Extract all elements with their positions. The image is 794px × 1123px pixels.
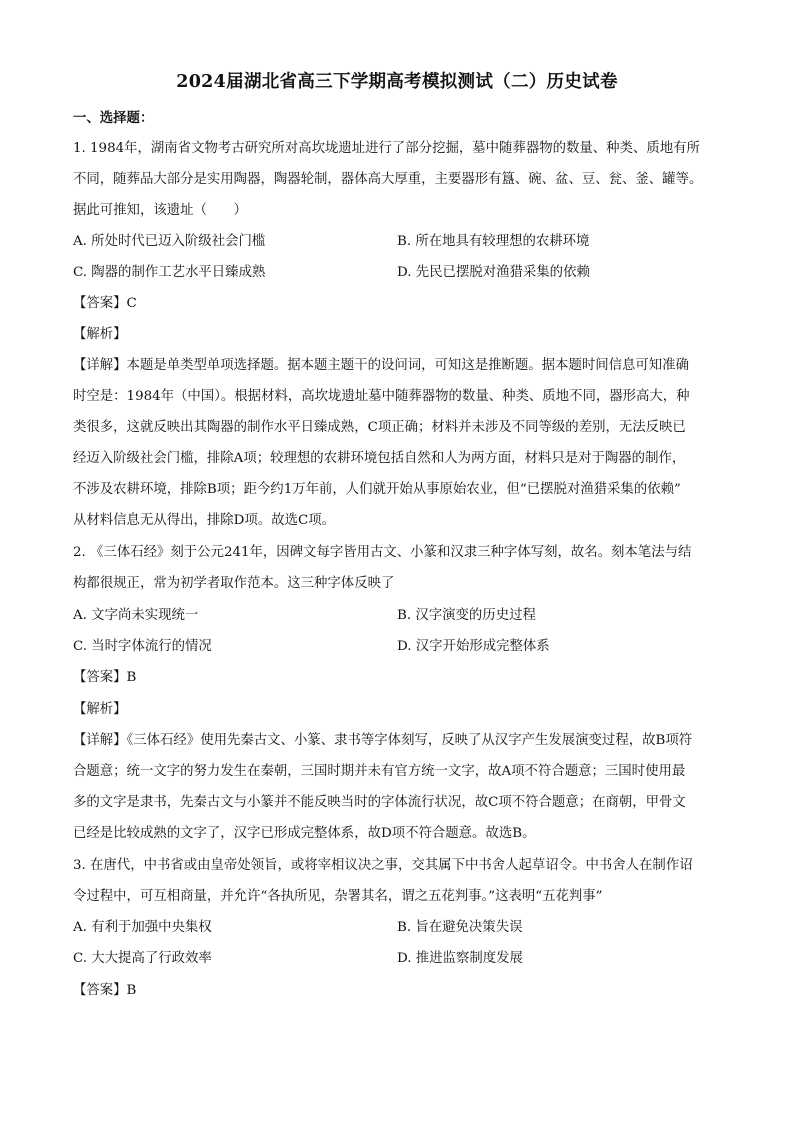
q1-option-c: C. 陶器的制作工艺水平日臻成熟	[73, 265, 266, 280]
page-title: 2024届湖北省高三下学期高考模拟测试（二）历史试卷	[176, 72, 618, 92]
q2-detail-line-3: 多的文字是隶书，先秦古文与小篆并不能反映当时的字体流行状况，故C项不符合题意；在商朝，甲骨文	[73, 795, 686, 810]
q1-option-d: D. 先民已摆脱对渔猎采集的依赖	[397, 265, 590, 280]
q2-text-line-2: 构都很规正，常为初学者取作范本。这三种字体反映了	[73, 576, 395, 591]
q1-detail-line-3: 类很多，这就反映出其陶器的制作水平日臻成熟，C项正确；材料并未涉及不同等级的差别，无法反映已	[73, 420, 686, 435]
q1-detail-line-1: 【详解】本题是单类型单项选择题。据本题主题干的设问词，可知这是推断题。据本题时间信息可知准确	[73, 358, 689, 373]
q2-option-c: C. 当时字体流行的情况	[73, 639, 212, 654]
q1-text-line-1: 1. 1984年，湖南省文物考古研究所对高坎垅遗址进行了部分挖掘，墓中随葬器物的数量、种类、质地有所	[73, 141, 700, 156]
q2-text-line-1: 2. 《三体石经》刻于公元241年，因碑文每字皆用古文、小篆和汉隶三种字体写刻，故名。刻本笔法与结	[73, 545, 692, 560]
q1-option-a: A. 所处时代已迈入阶级社会门槛	[73, 234, 266, 249]
q1-analysis-label: 【解析】	[73, 327, 127, 342]
q1-detail-line-6: 从材料信息无从得出，排除D项。故选C项。	[73, 513, 336, 528]
q3-option-c: C. 大大提高了行政效率	[73, 951, 212, 966]
q3-answer: 【答案】B	[73, 983, 137, 998]
section-heading: 一、选择题：	[73, 110, 154, 126]
q3-option-b: B. 旨在避免决策失误	[397, 920, 523, 935]
q3-text-line-2: 令过程中，可互相商量，并允许“各执所见，杂署其名，谓之五花判事。”这表明“五花判事”	[73, 889, 603, 904]
q1-detail-line-4: 经迈入阶级社会门槛，排除A项；较理想的农耕环境包括自然和人为两方面，材料只是对于陶器的制作，	[73, 451, 686, 466]
q3-option-d: D. 推进监察制度发展	[397, 951, 523, 966]
q2-detail-line-1: 【详解】《三体石经》使用先秦古文、小篆、隶书等字体刻写，反映了从汉字产生发展演变过程，故B项符	[73, 733, 693, 748]
q2-option-b: B. 汉字演变的历史过程	[397, 608, 536, 623]
q2-option-d: D. 汉字开始形成完整体系	[397, 639, 550, 654]
q2-detail-line-2: 合题意；统一文字的努力发生在秦朝，三国时期并未有官方统一文字，故A项不符合题意；三国时使用最	[73, 764, 686, 779]
q2-answer: 【答案】B	[73, 670, 137, 685]
q1-detail-line-5: 不涉及农耕环境，排除B项；距今约1万年前，人们就开始从事原始农业，但“已摆脱对渔猎采集的依赖”	[73, 482, 681, 497]
q3-text-line-1: 3. 在唐代，中书省或由皇帝处领旨，或将宰相议决之事，交其属下中书舍人起草诏令。中书舍人在制作诏	[73, 858, 693, 873]
q3-option-a: A. 有利于加强中央集权	[73, 920, 212, 935]
q2-detail-line-4: 已经是比较成熟的文字了，汉字已形成完整体系，故D项不符合题意。故选B。	[73, 826, 536, 841]
q1-text-line-3: 据此可推知，该遗址（ ）	[73, 203, 248, 218]
q2-analysis-label: 【解析】	[73, 702, 127, 717]
q1-detail-line-2: 时空是：1984年（中国）。根据材料，高坎垅遗址墓中随葬器物的数量、种类、质地不同，器形高大，种	[73, 389, 690, 404]
q1-option-b: B. 所在地具有较理想的农耕环境	[397, 234, 590, 249]
q2-option-a: A. 文字尚未实现统一	[73, 608, 199, 623]
q1-text-line-2: 不同，随葬品大部分是实用陶器，陶器轮制，器体高大厚重，主要器形有簋、碗、盆、豆、瓮、釜、罐等。	[73, 172, 703, 187]
q1-answer: 【答案】C	[73, 296, 137, 311]
